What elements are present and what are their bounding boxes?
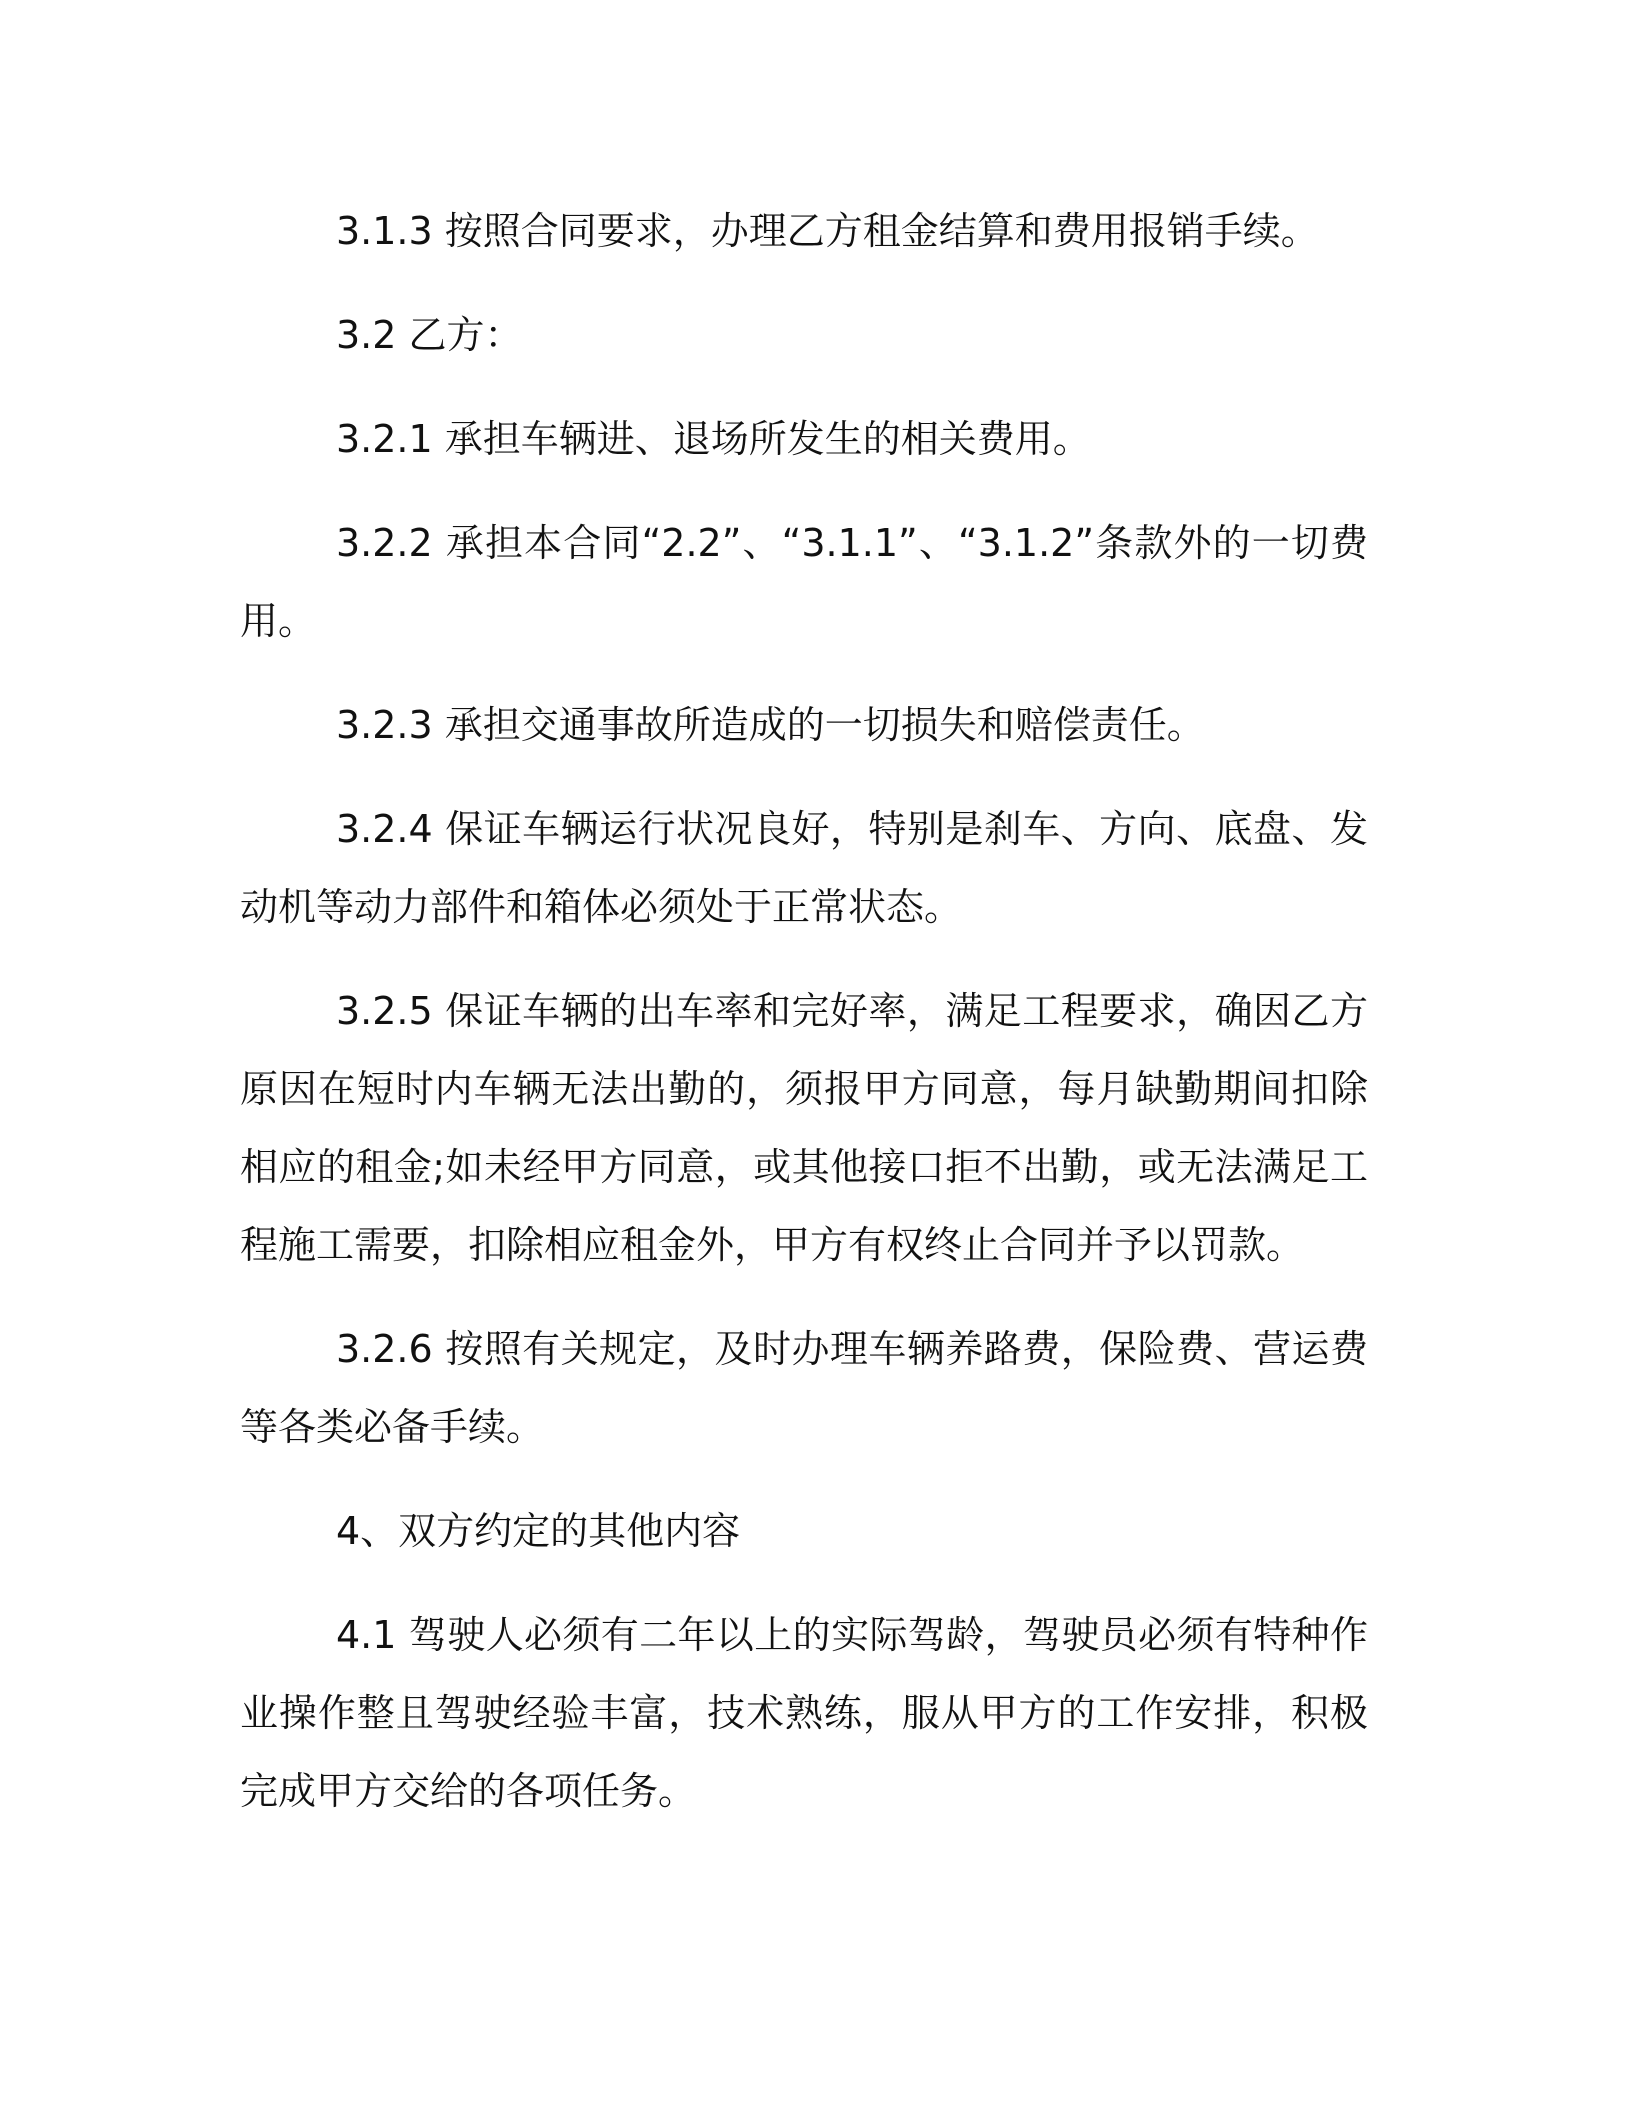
- document-body: [240, 192, 1368, 1856]
- clause-3-2-heading: 3.2 乙方：: [336, 313, 523, 357]
- clause-3-2-5: 3.2.5 保证车辆的出车率和完好率，满足工程要求，确因乙方原因在短时内车辆无法出勤的，须报甲方同意，每月缺勤期间扣除相应的租金;如未经甲方同意，或其他接口拒不出勤，或无法满足工程施工需要，扣除相应租金外，甲方有权终止合同并予以罚款。: [240, 989, 1368, 1267]
- section-4-heading: 4、双方约定的其他内容: [336, 1509, 741, 1553]
- clause-3-2-6: 3.2.6 按照有关规定，及时办理车辆养路费，保险费、营运费等各类必备手续。: [240, 1327, 1368, 1449]
- clause-3-2-2: 3.2.2 承担本合同“2.2”、“3.1.1”、“3.1.2”条款外的一切费用。: [240, 521, 1368, 643]
- clause-3-2-1: 3.2.1 承担车辆进、退场所发生的相关费用。: [336, 417, 1091, 461]
- clause-3-2-3: 3.2.3 承担交通事故所造成的一切损失和赔偿责任。: [336, 703, 1205, 747]
- clause-4-1: 4.1 驾驶人必须有二年以上的实际驾龄，驾驶员必须有特种作业操作整且驾驶经验丰富，技术熟练，服从甲方的工作安排，积极完成甲方交给的各项任务。: [240, 1613, 1368, 1813]
- clause-3-1-3: 3.1.3 按照合同要求，办理乙方租金结算和费用报销手续。: [336, 209, 1319, 253]
- clause-3-2-4: 3.2.4 保证车辆运行状况良好，特别是刹车、方向、底盘、发动机等动力部件和箱体必须处于正常状态。: [240, 807, 1368, 929]
